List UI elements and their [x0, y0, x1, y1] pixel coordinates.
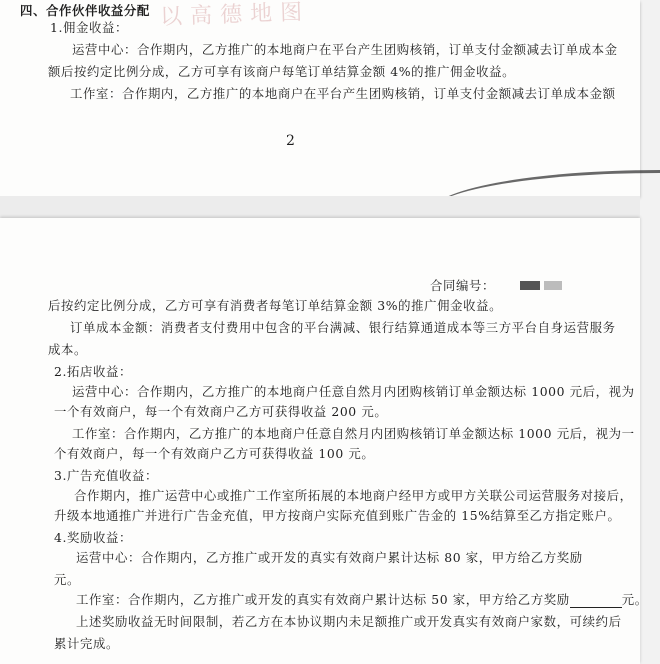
- blank-fill-line: [570, 595, 622, 608]
- subsection-heading: 3.广告充值收益：: [54, 468, 158, 483]
- paragraph-line: 个有效商户，每一个有效商户乙方可获得收益 100 元。: [54, 446, 375, 461]
- redaction-mark: [520, 281, 540, 290]
- paragraph-line: 合作期内，推广运营中心或推广工作室所拓展的本地商户经甲方或甲方关联公司运营服务对接后，: [74, 488, 633, 503]
- paragraph-line: 订单成本金额：消费者支付费用中包含的平台满减、银行结算通道成本等三方平台自身运营服务: [70, 320, 616, 335]
- paragraph-line: 额后按约定比例分成，乙方可享有该商户每笔订单结算金额 4%的推广佣金收益。: [48, 64, 516, 79]
- paragraph-line: 运营中心：合作期内，乙方推广或开发的真实有效商户累计达标 80 家，甲方给乙方奖励: [76, 550, 583, 565]
- subsection-heading: 1.佣金收益：: [50, 20, 128, 35]
- paragraph-line: 后按约定比例分成，乙方可享有消费者每笔订单结算金额 3%的推广佣金收益。: [48, 298, 503, 313]
- section-heading: 四、合作伙伴收益分配: [20, 3, 150, 18]
- paragraph-line: 累计完成。: [54, 636, 119, 651]
- paragraph-line: 运营中心：合作期内，乙方推广的本地商户任意自然月内团购核销订单金额达标 1000 元后，视为: [72, 384, 635, 399]
- page-gap: [0, 196, 640, 218]
- paragraph-line: 工作室：合作期内，乙方推广的本地商户在平台产生团购核销，订单支付金额减去订单成本金额: [70, 86, 616, 101]
- reward-text: 工作室：合作期内，乙方推广或开发的真实有效商户累计达标 50 家，甲方给乙方奖励: [76, 592, 570, 607]
- page-number: 2: [286, 133, 295, 149]
- paragraph-line: [76, 592, 648, 608]
- stamp-watermark: 以高德地图: [159, 0, 311, 31]
- subsection-heading: 4.奖励收益：: [54, 530, 132, 545]
- redaction-mark: [544, 281, 562, 290]
- paragraph-line: 升级本地通推广并进行广告金充值，甲方按商户实际充值到账广告金的 15%结算至乙方指定账户。: [54, 508, 621, 523]
- reward-unit: 元。: [621, 592, 648, 607]
- contract-number-label: 合同编号：: [430, 278, 495, 293]
- paragraph-line: 工作室：合作期内，乙方推广的本地商户任意自然月内团购核销订单金额达标 1000 元后，视为一: [72, 426, 635, 441]
- paragraph-line: 运营中心：合作期内，乙方推广的本地商户在平台产生团购核销，订单支付金额减去订单成本金: [72, 42, 618, 57]
- paragraph-line: 成本。: [48, 342, 87, 357]
- paragraph-line: 上述奖励收益无时间限制，若乙方在本协议期内未足额推广或开发真实有效商户家数，可续约后: [76, 614, 622, 629]
- paragraph-line: 一个有效商户，每一个有效商户乙方可获得收益 200 元。: [54, 404, 388, 419]
- document-page-top: [0, 0, 640, 196]
- subsection-heading: 2.拓店收益：: [54, 364, 132, 379]
- paragraph-line: 元。: [54, 572, 80, 587]
- document-page-bottom: [0, 218, 648, 664]
